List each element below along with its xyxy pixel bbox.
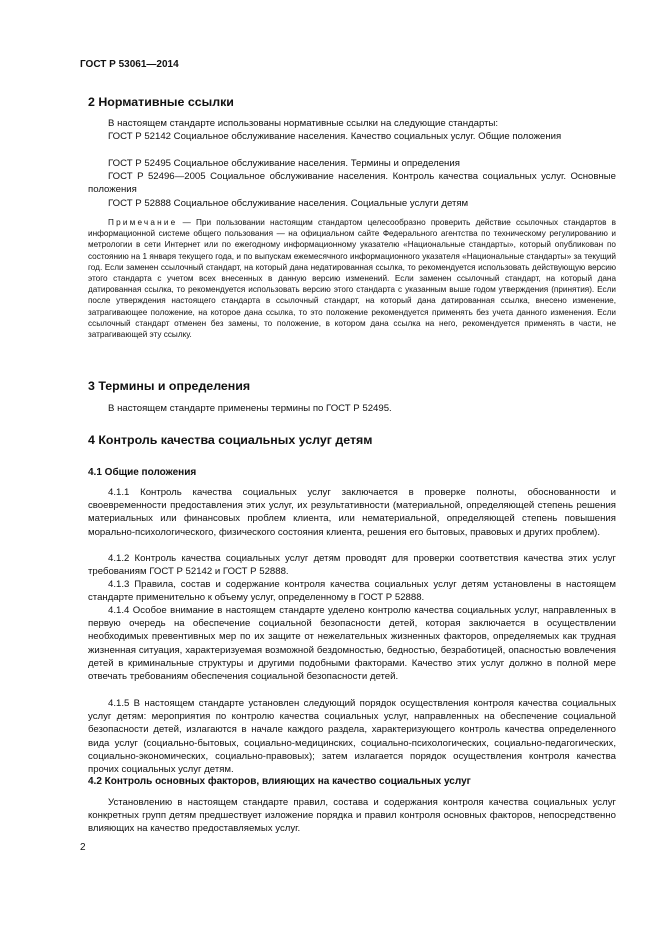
subsection-4-2-title: 4.2 Контроль основных факторов, влияющих на качество социальных услуг [88,776,471,787]
subsection-4-1-title: 4.1 Общие положения [88,467,197,478]
reference-item: ГОСТ Р 52888 Социальное обслуживание населения. Социальные услуги детям [108,198,469,209]
paragraph-4-1-4: 4.1.4 Особое внимание в настоящем стандарте уделено контролю качества социальных услуг, направленных в первую очередь на обеспечение социальной безопасности детей, которая заключается в осуществлении необходимых превентивных мер по их защите от нежелательных жизненных факторов, определяемых как трудная жизненная ситуация, характеризуемая возможной бездомностью, бедностью, безработицей, опасностью вовлечения детей в криминальные структуры и другими подобными факторами. Качество этих услуг должно в полной мере отвечать требованиям обеспечения социальной безопасности детей. [88,605,616,683]
section-2-intro: В настоящем стандарте использованы нормативные ссылки на следующие стандарты: [108,118,499,129]
section-2-title: 2 Нормативные ссылки [88,95,234,109]
page-number: 2 [80,842,86,853]
section-2-note [88,217,616,340]
section-4-title: 4 Контроль качества социальных услуг детям [88,433,373,447]
paragraph-4-1-1: 4.1.1 Контроль качества социальных услуг заключается в проверке полноты, обоснованности и своевременности предоставления этих услуг, их результативности (материальной, определяющей степень решения материальных или финансовых проблем клиента, или нематериальной, определяющей степень повышения морально-психологического, физического состояния клиента, решения его бытовых, правовых и других проблем). [88,487,616,538]
paragraph-4-2: Установлению в настоящем стандарте правил, состава и содержания контроля качества социальных услуг конкретных групп детям предшествует изложение порядка и правил контроля основных факторов, непосредственно влияющих на качество предоставляемых услуг. [88,797,616,835]
paragraph-4-1-2: 4.1.2 Контроль качества социальных услуг детям проводят для проверки соответствия качества этих услуг требованиям ГОСТ Р 52142 и ГОСТ Р 52888. [88,553,616,578]
paragraph-4-1-3: 4.1.3 Правила, состав и содержание контроля качества социальных услуг детям установлены в настоящем стандарте применительно к объему услуг, определенному в ГОСТ Р 52888. [88,579,616,604]
section-3-title: 3 Термины и определения [88,379,251,393]
reference-item: ГОСТ Р 52142 Социальное обслуживание населения. Качество социальных услуг. Общие положения [108,131,562,142]
paragraph-4-1-5: 4.1.5 В настоящем стандарте установлен следующий порядок осуществления контроля качества социальных услуг детям: мероприятия по контролю качества социальных услуг, направленных на обеспечение социальной безопасности детей, излагаются в начале каждого раздела, характеризующего контроль качества определенного вида услуг (социально-бытовых, социально-медицинских, социально-психологических, социально-педагогических, социально-экономических, социально-правовых); затем излагается порядок осуществления контроля качества прочих социальных услуг детям. [88,698,616,776]
reference-item: ГОСТ Р 52495 Социальное обслуживание населения. Термины и определения [108,158,460,169]
reference-item: ГОСТ Р 52496—2005 Социальное обслуживание населения. Контроль качества социальных услуг. Основные положения [88,171,616,196]
section-3-text: В настоящем стандарте применены термины по ГОСТ Р 52495. [108,403,392,414]
note-text: — При пользовании настоящим стандартом целесообразно проверить действие ссылочных стандартов в информационной системе общего пользования — на официальном сайте Федерального агентства по техническому регулированию и метрологии в сети Интернет или по ежегодному информационному указателю «Национальные стандарты», который опубликован по состоянию на 1 января текущего года, и по выпускам ежемесячного информационного указателя «Национальные стандарты» за текущий год. Если заменен ссылочный стандарт, на который дана недатированная ссылка, то рекомендуется использовать действующую версию этого стандарта с учетом всех внесенных в данную версию изменений. Если заменен ссылочный стандарт, на который дана датированная ссылка, то рекомендуется использовать версию этого стандарта с указанным выше годом утверждения (принятия). Если после утверждения настоящего стандарта в ссылочный стандарт, на который дана датированная ссылка, внесено изменение, затрагивающее положение, на которое дана ссылка, то это положение рекомендуется применять без учета данного изменения. Если ссылочный стандарт отменен без замены, то положение, в котором дана ссылка на него, рекомендуется применять в части, не затрагивающей эту ссылку. [88,218,616,340]
note-label: Примечание [108,218,178,227]
standard-header: ГОСТ Р 53061—2014 [80,59,179,70]
